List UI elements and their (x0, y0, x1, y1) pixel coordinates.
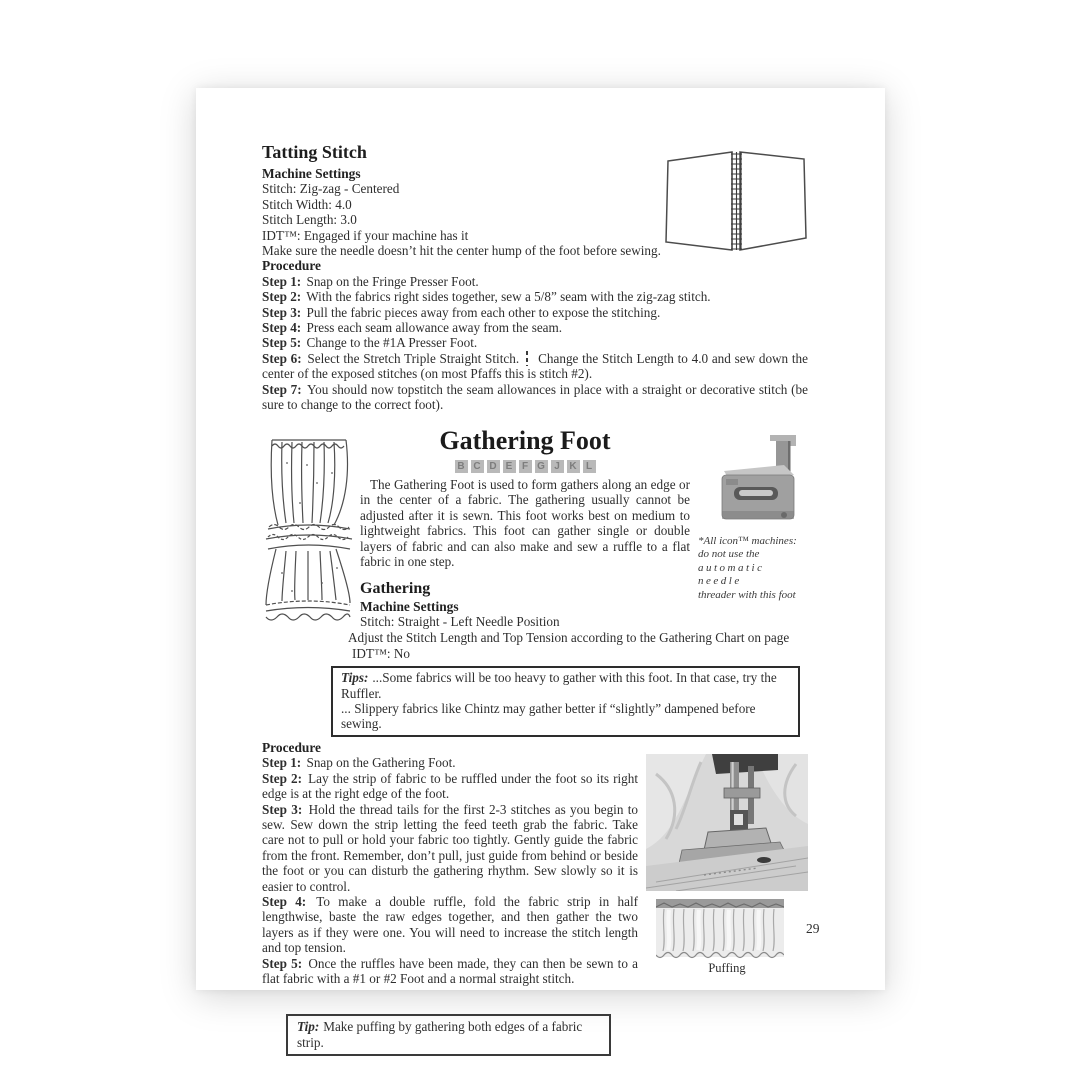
icon-letter: C (471, 460, 484, 473)
page-content (262, 142, 808, 1056)
gathering-foot-title: Gathering Foot (439, 425, 611, 455)
icon-letter: E (503, 460, 516, 473)
procedure-step: Step 3: Hold the thread tails for the first 2-3 stitches as you begin to sew. Sew down the strip letting the feed teeth grab the fabric. Take care not to pull or hold your fabric too tightly. Gently guide the fabric from the front. Remember, don’t pull, just guide from behind or beside the foot or you can disturb the gathering rhythm. Sew slowly so it is easier to control. (262, 801, 639, 894)
procedure-step: Step 6: Select the Stretch Triple Straight Stitch. Change the Stitch Length to 4.0 and sew down the center of the exposed stitches (on most Pfaffs this is stitch #2). (262, 350, 808, 382)
tatting-note: Make sure the needle doesn’t hit the center hump of the foot before sewing. (262, 243, 661, 259)
gathering-foot-photo (714, 431, 800, 527)
tatting-steps (262, 274, 808, 413)
gathering-subsection-title: Gathering (360, 580, 431, 598)
icon-machines-note: *All icon™ machines: do not use the automatic needle threader with this foot (698, 534, 797, 601)
icon-letter: G (535, 460, 548, 473)
setting-line: Adjust the Stitch Length and Top Tension according to the Gathering Chart on page (348, 630, 790, 646)
setting-line: Stitch: Straight - Left Needle Position (360, 614, 560, 630)
manual-page (196, 88, 885, 1050)
sewing-machine-photo (646, 754, 808, 891)
tatting-procedure-label: Procedure (262, 258, 322, 274)
setting-line: Stitch: Zig-zag - Centered (262, 181, 400, 197)
tip-box: Tip: Make puffing by gathering both edges of a fabric strip. (286, 1014, 611, 1056)
procedure-step: Step 5: Change to the #1A Presser Foot. (262, 335, 478, 351)
setting-line: IDT™: Engaged if your machine has it (262, 227, 469, 243)
page-number: 29 (806, 921, 820, 936)
gathering-procedure-label: Procedure (262, 739, 322, 755)
procedure-step: Step 3: Pull the fabric pieces away from each other to expose the stitching. (262, 304, 661, 320)
triple-straight-stitch-icon (526, 351, 528, 366)
tips-line: Tips: ...Some fabrics will be too heavy to gather with this foot. In that case, try the Ruffler. (341, 670, 777, 701)
gathering-settings (346, 614, 808, 661)
curtain-drawing (262, 433, 354, 625)
procedure-step: Step 7: You should now topstitch the seam allowances in place with a straight or decorative stitch (be sure to change to the correct foot). (262, 381, 808, 413)
procedure-step: Step 1: Snap on the Gathering Foot. (262, 755, 456, 771)
tatting-stitch-section (262, 142, 808, 413)
foot-photo-column (698, 431, 808, 603)
tips-line: ... Slippery fabrics like Chintz may gather better if “slightly” dampened before sewing. (341, 701, 756, 732)
tips-box (331, 666, 800, 737)
gathering-foot-section (262, 427, 808, 737)
icon-letter: J (551, 460, 564, 473)
gathering-procedure-section (262, 740, 808, 1056)
procedure-step: Step 1: Snap on the Fringe Presser Foot. (262, 273, 479, 289)
seam-sample-drawing (662, 146, 810, 256)
gathering-foot-intro: The Gathering Foot is used to form gathers along an edge or in the center of a fabric. The gathering usually cannot be adjusted after it is sewn. This foot works best on medium to lightweight fabrics. This foot can gather single or double layers of fabric and can also make and sew a ruffle to a flat fabric in one step. (360, 476, 690, 570)
gathering-machine-settings-label: Machine Settings (360, 599, 459, 615)
procedure-step: Step 4: Press each seam allowance away from the seam. (262, 320, 563, 336)
setting-line: IDT™: No (352, 645, 410, 661)
icon-letter: L (583, 460, 596, 473)
setting-line: Stitch Length: 3.0 (262, 212, 357, 228)
setting-line: Stitch Width: 4.0 (262, 196, 352, 212)
procedure-step: Step 2: With the fabrics right sides together, sew a 5/8” seam with the zig-zag stitch. (262, 289, 711, 305)
icon-letter: D (487, 460, 500, 473)
tatting-title: Tatting Stitch (262, 142, 367, 162)
procedure-step: Step 4: To make a double ruffle, fold the fabric strip in half lengthwise, baste the raw edges together, and then gather the two layers as if they were one. You will need to increase the stitch length and top tension. (262, 893, 638, 956)
procedure-step: Step 5: Once the ruffles have been made, they can then be sewn to a flat fabric with a #1 or #2 Foot and a normal straight stitch. (262, 955, 639, 986)
procedure-step: Step 2: Lay the strip of fabric to be ruffled under the foot so its right edge is at the right edge of the foot. (262, 770, 639, 802)
puffing-caption: Puffing (708, 960, 746, 975)
tatting-machine-settings-label: Machine Settings (262, 166, 361, 181)
icon-letter: K (567, 460, 580, 473)
puffing-photo (656, 899, 784, 961)
icon-letter: F (519, 460, 532, 473)
icon-letter: B (455, 460, 468, 473)
procedure-photo-column (646, 740, 808, 976)
